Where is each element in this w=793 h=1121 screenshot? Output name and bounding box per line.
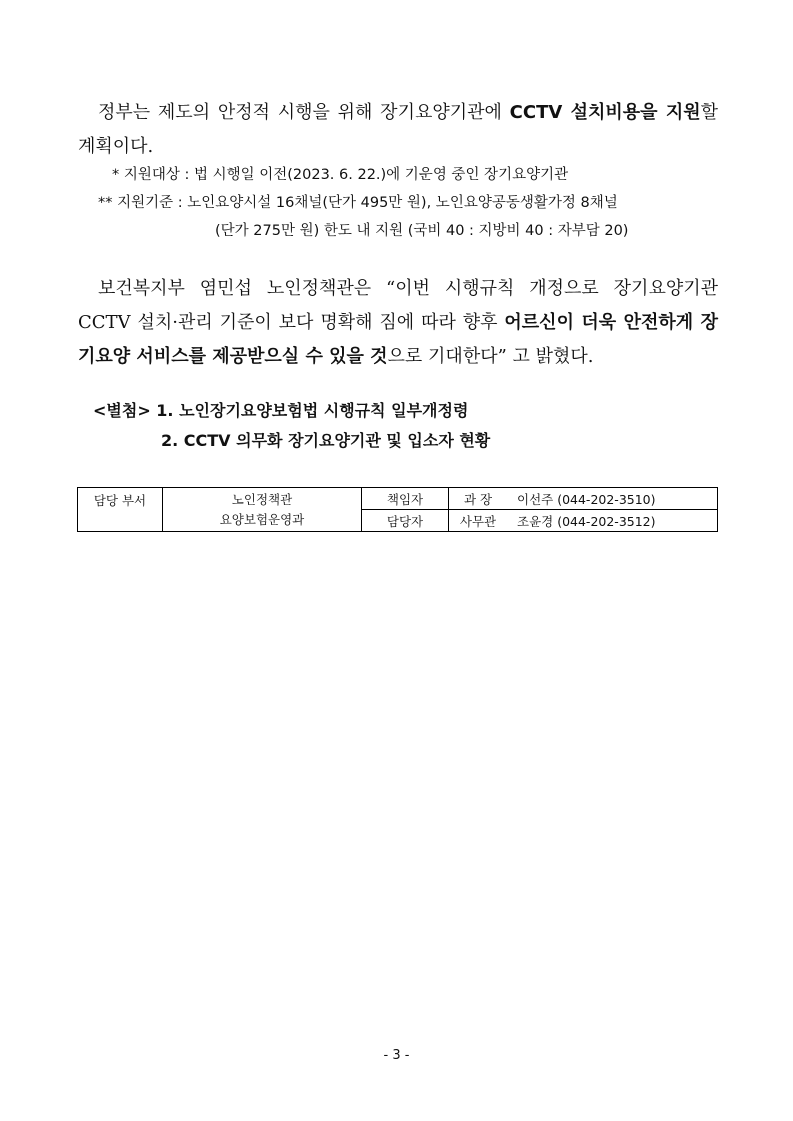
paragraph-text: 으로 기대한다” 고 밝혔다.: [387, 346, 594, 367]
paragraph-official-quote: [78, 272, 718, 374]
contact-person-cell: 이선주 (044-202-3510): [507, 488, 718, 510]
attachment-item-2: 2. CCTV 의무화 장기요양기관 및 입소자 현황: [161, 431, 491, 450]
paragraph-text: 보건복지부 염민섭 노인정책관은 “이번 시행규칙 개정으로 장기요양기관 CCTV 설치·관리 기준이 보다 명확해 짐에 따라 향후: [78, 278, 718, 333]
dept-name-line1: 노인정책관: [231, 491, 293, 507]
role-cell: 책임자: [362, 488, 449, 510]
note-support-target: * 지원대상 : 법 시행일 이전(2023. 6. 22.)에 기운영 중인 장기요양기관: [112, 167, 569, 183]
paragraph-cctv-support: [78, 96, 718, 164]
note-support-criteria: ** 지원기준 : 노인요양시설 16채널(단가 495만 원), 노인요양공동생활가정 8채널: [98, 195, 618, 211]
dept-label: 담당 부서: [78, 488, 163, 532]
page-number: - 3 -: [383, 1048, 410, 1063]
position-cell: 과 장: [449, 488, 508, 510]
position-cell: 사무관: [449, 510, 508, 532]
attachment-item-1: <별첨> 1. 노인장기요양보험법 시행규칙 일부개정령: [93, 401, 469, 420]
note-support-criteria-cont: (단가 275만 원) 한도 내 지원 (국비 40 : 지방비 40 : 자부담 20): [215, 223, 629, 239]
paragraph-bold-text: 어르신이 더욱 안전하게 장기요양 서비스를 제공받으실 수 있을 것: [78, 312, 718, 367]
paragraph-bold-text: CCTV 설치비용을 지원: [509, 102, 701, 123]
dept-name-line2: 요양보험운영과: [219, 511, 305, 527]
paragraph-text: 할 계획이다.: [78, 102, 718, 157]
contact-table: [77, 487, 718, 532]
dept-name: [163, 488, 362, 532]
contact-person-cell: 조윤경 (044-202-3512): [507, 510, 718, 532]
paragraph-text: 정부는 제도의 안정적 시행을 위해 장기요양기관에: [98, 102, 510, 123]
table-row: [78, 488, 718, 510]
role-cell: 담당자: [362, 510, 449, 532]
